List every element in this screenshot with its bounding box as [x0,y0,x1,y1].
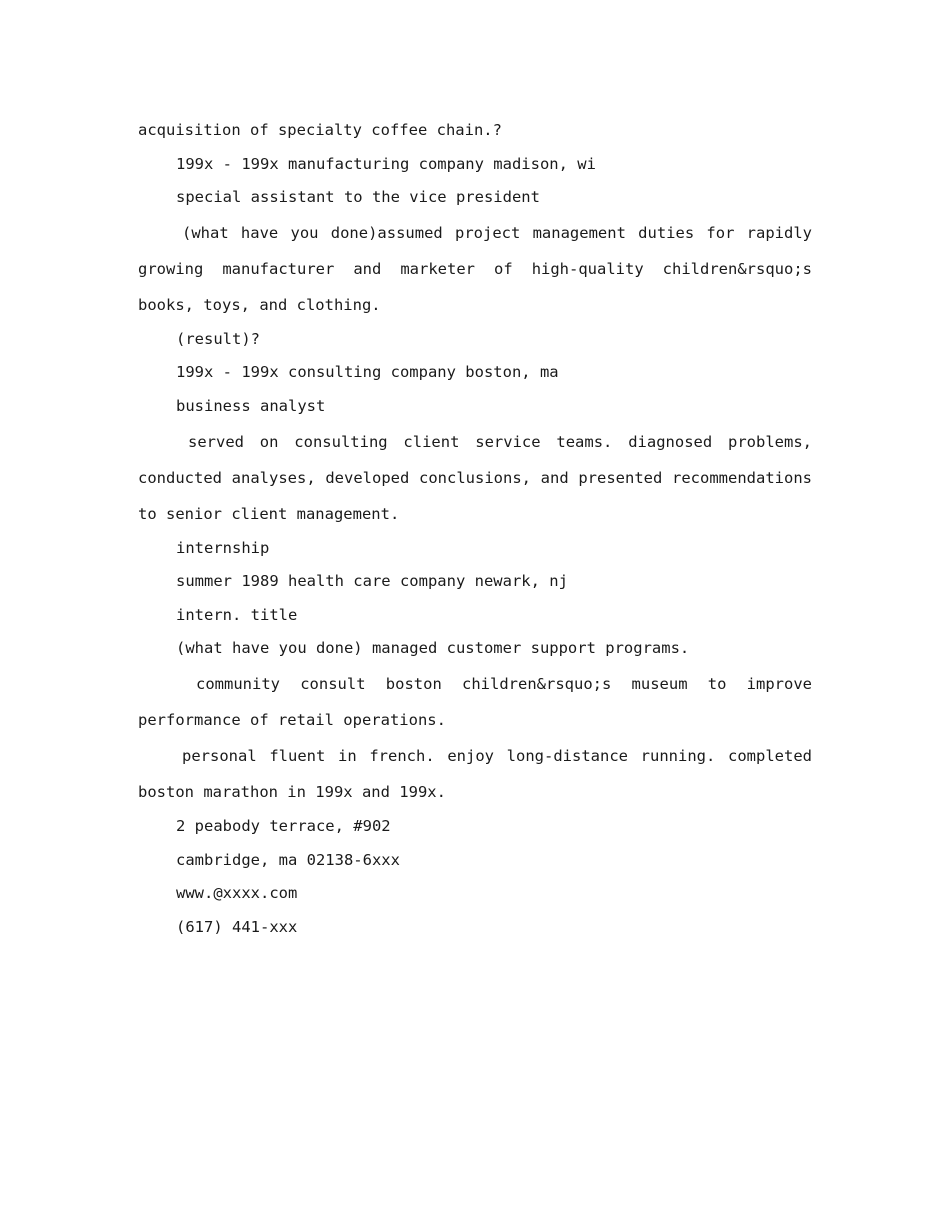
text-line-15: 2 peabody terrace, #902 [176,816,391,835]
text-line-5: (result)? [176,329,260,348]
text-line-11: intern. title [176,605,298,624]
text-paragraph-4: (what have you done)assumed project management duties for rapidly growing manufacturer and marketer of high-quality children&rsquo;s books, toys, and clothing. [138,223,812,314]
text-line-10: summer 1989 health care company newark, nj [176,572,568,591]
text-line-2: 199x - 199x manufacturing company madison, wi [176,154,596,173]
text-line-3: special assistant to the vice president [176,188,540,207]
text-line-9: internship [176,538,270,557]
text-line-6: 199x - 199x consulting company boston, ma [176,363,559,382]
text-line-18: (617) 441-xxx [176,917,298,936]
text-line-16: cambridge, ma 02138-6xxx [176,850,400,869]
text-paragraph-8: served on consulting client service teams. diagnosed problems, conducted analyses, developed conclusions, and presented recommendations to senior client management. [138,432,812,523]
text-paragraph-14: personal fluent in french. enjoy long-distance running. completed boston marathon in 199x and 199x. [138,746,812,801]
text-line-7: business analyst [176,396,326,415]
document-body [138,114,812,944]
text-line-1: acquisition of specialty coffee chain.? [138,121,502,139]
text-paragraph-13: community consult boston children&rsquo;s museum to improve performance of retail operations. [138,674,812,729]
text-line-12: (what have you done) managed customer support programs. [176,639,690,658]
text-line-17: www.@xxxx.com [176,884,298,903]
